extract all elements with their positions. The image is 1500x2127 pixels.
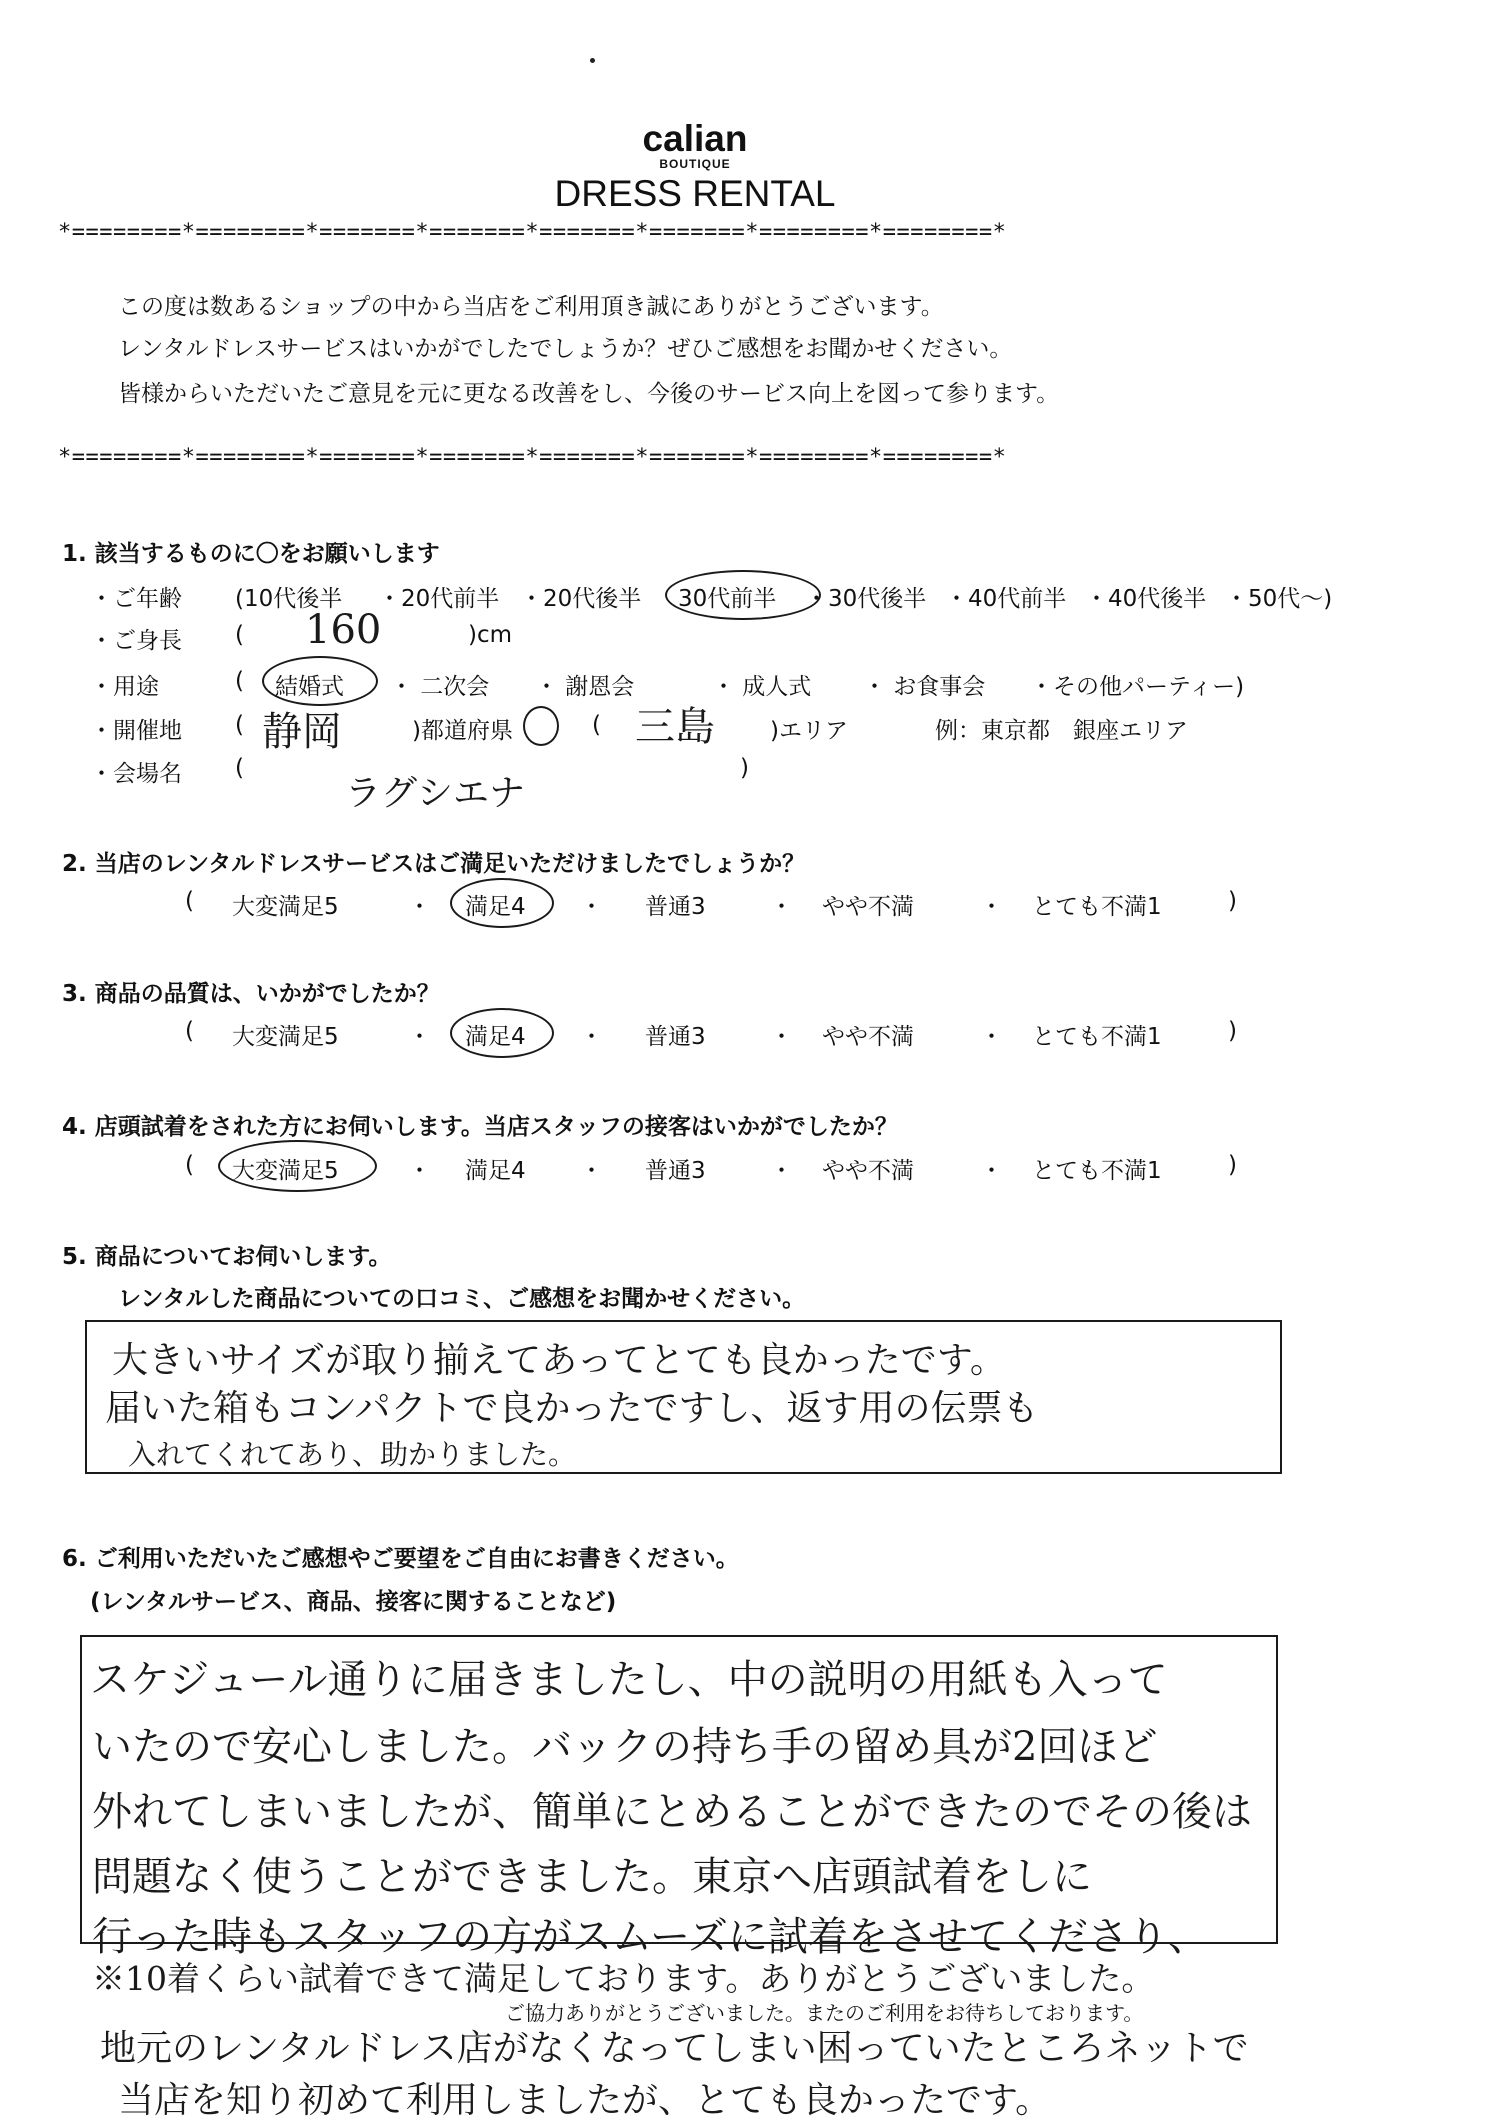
brand-subtitle: BOUTIQUE xyxy=(659,157,731,171)
height-open: ( xyxy=(235,622,244,648)
q3-option-5: 大変満足5 xyxy=(232,1024,339,1050)
footer-thanks: ご協力ありがとうございました。またのご利用をお待ちしております。 xyxy=(505,2001,1144,2025)
q4-dot-2: ・ xyxy=(580,1158,603,1184)
venue-value: ラグシエナ xyxy=(345,773,526,814)
q3-option-2: やや不満 xyxy=(822,1024,914,1050)
age-option-3: ・20代後半 xyxy=(520,586,642,612)
q2-dot-1: ・ xyxy=(408,894,431,920)
location-prefecture-value: 静岡 xyxy=(262,709,342,755)
purpose-open: ( xyxy=(235,668,244,694)
purpose-option-4: ・ 成人式 xyxy=(712,674,812,700)
separator-bottom: *========*========*=======*=======*=======*=======*========*========* xyxy=(58,445,1007,470)
q3-dot-3: ・ xyxy=(770,1024,793,1050)
q2-selection-circle xyxy=(450,878,554,928)
venue-open: ( xyxy=(235,755,244,781)
q6-answer-line-6: ※10着くらい試着できて満足しております。ありがとうございました。 xyxy=(92,1959,1155,1998)
q2-title: 2. 当店のレンタルドレスサービスはご満足いただけましたでしょうか？ xyxy=(62,851,806,877)
q4-dot-3: ・ xyxy=(770,1158,793,1184)
q4-close: ) xyxy=(1228,1152,1237,1178)
venue-close: ) xyxy=(740,755,749,781)
q2-option-4-selected: 満足4 xyxy=(465,894,526,920)
q2-close: ) xyxy=(1228,888,1237,914)
age-label: ・ご年齢 xyxy=(90,586,182,612)
q4-option-4: 満足4 xyxy=(465,1158,526,1184)
q2-dot-3: ・ xyxy=(770,894,793,920)
q5-answer-line-3: 入れてくれてあり、助かりました。 xyxy=(128,1438,577,1471)
q4-option-2: やや不満 xyxy=(822,1158,914,1184)
q2-option-2: やや不満 xyxy=(822,894,914,920)
location-open: ( xyxy=(235,712,244,738)
q3-open: ( xyxy=(185,1018,194,1044)
age-option-6: ・40代前半 xyxy=(945,586,1067,612)
q4-title: 4. 店頭試着をされた方にお伺いします。当店スタッフの接客はいかがでしたか？ xyxy=(62,1114,898,1140)
q2-dot-2: ・ xyxy=(580,894,603,920)
age-option-2: ・20代前半 xyxy=(378,586,500,612)
location-label: ・開催地 xyxy=(90,718,182,744)
purpose-selection-circle xyxy=(262,656,378,706)
q4-option-1: とても不満1 xyxy=(1032,1158,1162,1184)
age-selection-circle xyxy=(665,570,821,620)
q2-option-1: とても不満1 xyxy=(1032,894,1162,920)
q3-dot-2: ・ xyxy=(580,1024,603,1050)
q3-dot-4: ・ xyxy=(980,1024,1003,1050)
q5-answer-line-1: 大きいサイズが取り揃えてあってとても良かったです。 xyxy=(112,1340,1006,1381)
q3-option-1: とても不満1 xyxy=(1032,1024,1162,1050)
venue-label: ・会場名 xyxy=(90,761,182,787)
q2-option-3: 普通3 xyxy=(645,894,706,920)
q1-title: 1. 該当するものに〇をお願いします xyxy=(62,541,440,567)
q3-selection-circle xyxy=(450,1008,554,1058)
purpose-option-2: ・ 二次会 xyxy=(390,674,490,700)
q4-open: ( xyxy=(185,1152,194,1178)
q5-title: 5. 商品についてお伺いします。 xyxy=(62,1244,392,1270)
q2-option-5: 大変満足5 xyxy=(232,894,339,920)
purpose-option-6: ・その他パーティー) xyxy=(1030,674,1245,700)
separator-top: *========*========*=======*=======*=======*=======*========*========* xyxy=(58,220,1007,245)
purpose-option-wedding-selected: 結婚式 xyxy=(275,674,344,700)
q3-dot-1: ・ xyxy=(408,1024,431,1050)
purpose-label: ・用途 xyxy=(90,674,159,700)
q4-dot-1: ・ xyxy=(408,1158,431,1184)
height-label: ・ご身長 xyxy=(90,628,182,654)
q6-answer-line-3: 外れてしまいましたが、簡単にとめることができたのでその後は xyxy=(92,1789,1252,1835)
q5-subtitle: レンタルした商品についての口コミ、ご感想をお聞かせください。 xyxy=(118,1286,806,1312)
height-unit: )cm xyxy=(468,622,513,648)
purpose-option-3: ・ 謝恩会 xyxy=(535,674,635,700)
q6-answer-line-8: 当店を知り初めて利用しましたが、とても良かったです。 xyxy=(118,2080,1052,2121)
intro-line-1: この度は数あるショップの中から当店をご利用頂き誠にありがとうございます。 xyxy=(118,294,944,320)
q4-option-3: 普通3 xyxy=(645,1158,706,1184)
q5-answer-line-2: 届いた箱もコンパクトで良かったですし、返す用の伝票も xyxy=(105,1388,1039,1429)
q3-title: 3. 商品の品質は、いかがでしたか？ xyxy=(62,981,440,1007)
q6-answer-line-4: 問題なく使うことができました。東京へ店頭試着をしに xyxy=(92,1854,1092,1900)
q3-option-3: 普通3 xyxy=(645,1024,706,1050)
q6-answer-line-1: スケジュール通りに届きましたし、中の説明の用紙も入って xyxy=(90,1657,1168,1703)
age-option-4-selected: 30代前半 xyxy=(678,586,777,612)
brand-logo: calian xyxy=(642,118,748,159)
page-title: DRESS RENTAL xyxy=(554,173,836,214)
q4-option-5-selected: 大変満足5 xyxy=(232,1158,339,1184)
purpose-option-5: ・ お食事会 xyxy=(863,674,986,700)
age-option-8: ・50代〜) xyxy=(1225,586,1333,612)
intro-line-3: 皆様からいただいたご意見を元に更なる改善をし、今後のサービス向上を図って参ります。 xyxy=(118,381,1060,407)
q3-option-4-selected: 満足4 xyxy=(465,1024,526,1050)
q2-open: ( xyxy=(185,888,194,914)
q4-selection-circle xyxy=(218,1140,377,1192)
q6-answer-line-7: 地元のレンタルドレス店がなくなってしまい困っていたところネットで xyxy=(100,2028,1249,2069)
height-value: 160 xyxy=(305,607,382,653)
age-option-1: (10代後半 xyxy=(235,586,343,612)
location-area-value: 三島 xyxy=(635,704,715,750)
intro-line-2: レンタルドレスサービスはいかがでしたでしょうか？ぜひご感想をお聞かせください。 xyxy=(118,336,1013,362)
q6-answer-line-5: 行った時もスタッフの方がスムーズに試着をさせてくださり、 xyxy=(92,1914,1208,1960)
prefecture-type-circle xyxy=(523,706,559,746)
q6-title: 6. ご利用いただいたご感想やご要望をご自由にお書きください。 xyxy=(62,1546,739,1572)
location-area-open: ( xyxy=(592,712,601,738)
location-example: 例：東京都 銀座エリア xyxy=(935,718,1188,744)
q6-answer-line-2: いたので安心しました。バックの持ち手の留め具が2回ほど xyxy=(92,1724,1158,1770)
age-option-5: ・30代後半 xyxy=(805,586,927,612)
q3-close: ) xyxy=(1228,1018,1237,1044)
scan-speck xyxy=(590,58,595,63)
q4-dot-4: ・ xyxy=(980,1158,1003,1184)
location-area-suffix: )エリア xyxy=(770,718,848,744)
q2-dot-4: ・ xyxy=(980,894,1003,920)
age-option-7: ・40代後半 xyxy=(1085,586,1207,612)
location-prefecture-suffix: )都道府県 xyxy=(412,718,513,744)
q6-subtitle: (レンタルサービス、商品、接客に関することなど) xyxy=(90,1589,617,1615)
